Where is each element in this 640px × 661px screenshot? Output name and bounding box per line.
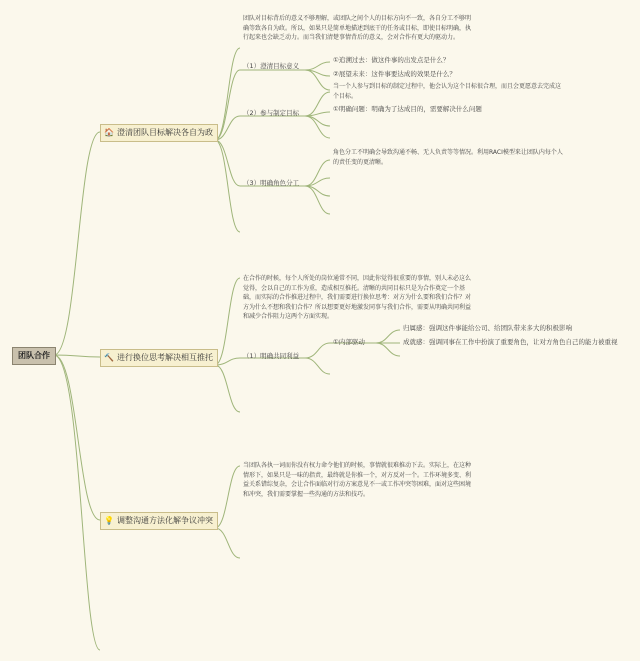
detail-belonging[interactable]: 归属感：强调这件事能给公司、给团队带来多大的积极影响: [403, 324, 572, 332]
item-participate[interactable]: 当一个人参与到目标的制定过程中，他会认为这个目标很合理，而且会更愿意去完成这个目标。: [333, 83, 562, 100]
branch-label: 澄清团队目标解决各自为政: [117, 128, 213, 137]
item-look-future[interactable]: ②展望未来：这件事要达成的效果是什么？: [333, 70, 456, 78]
note-empathy: 在合作的时候，每个人所处的岗位通常不同，因此你觉得很重要的事情，别人未必这么觉得，会以自己的工作为重，造成相互推托。清晰的共同目标只是为合作奠定一个基础，而实际的合作推进过程中，我们需要进行换位思考：对方为什么要和我们合作？对方为什么不想和我们合作？所以想要更好地激发同事与我们合作，需要从明确共同利益和减少合作阻力这两个方面实现。: [243, 275, 472, 320]
sub-label-common-interest[interactable]: （1）明确共同利益: [243, 352, 300, 360]
tools-icon: 🔨: [104, 353, 114, 362]
branch-label: 进行换位思考解决相互推托: [117, 353, 213, 362]
item-internal-drive[interactable]: ①内部驱动: [333, 338, 365, 346]
note-communication: 当团队各执一词而你没有权力命令他们的时候，事情就很难推动下去。实际上，在这种情形下，如果只是一味的指责，最终就是你推一个，对方反对一个。工作环境多变、利益关系错综复杂，会让合作面临对行动方案意见不一或工作冲突等困难，面对这些困境和冲突，我们需要掌握一些沟通的方法和技巧。: [243, 462, 472, 498]
item-clarify-problem[interactable]: ①明确问题：明确为了达成目的，需要解决什么问题: [333, 105, 482, 113]
house-icon: 🏠: [104, 128, 114, 137]
branch-node-empathy[interactable]: [100, 349, 218, 367]
branch-label: 调整沟通方法化解争议冲突: [117, 516, 213, 525]
item-raci[interactable]: 角色分工不明确会导致沟通不畅、无人负责等等情况。利用RACI模型来让团队内每个人的责任变的更清晰。: [333, 149, 563, 166]
bulb-icon: 💡: [104, 516, 114, 525]
note-clarify-goals: 团队对目标背后的意义不够理解，或团队之间个人的目标方向不一致，各自分工不够明确等致各自为政。所以，如果只是简单地描述到底干的任务或目标，即使目标明确，执行起来也会缺乏动力。而当我们清楚事情背后的意义，会对合作有更大的驱动力。: [243, 15, 472, 41]
branch-node-clarify-goals[interactable]: [100, 124, 218, 142]
sub-label-role-division[interactable]: （3）明确角色分工: [243, 179, 300, 187]
branch-node-communication[interactable]: [100, 512, 218, 530]
item-trace-past[interactable]: ①追溯过去：做这件事的出发点是什么？: [333, 56, 450, 64]
detail-achievement[interactable]: 成就感：强调同事在工作中扮演了重要角色，让对方角色自己的能力被重视: [403, 338, 618, 346]
sub-label-set-goals[interactable]: （2）参与制定目标: [243, 109, 300, 117]
root-node[interactable]: 团队合作: [12, 347, 56, 365]
sub-label-clarify-meaning[interactable]: （1）澄清目标意义: [243, 62, 300, 70]
